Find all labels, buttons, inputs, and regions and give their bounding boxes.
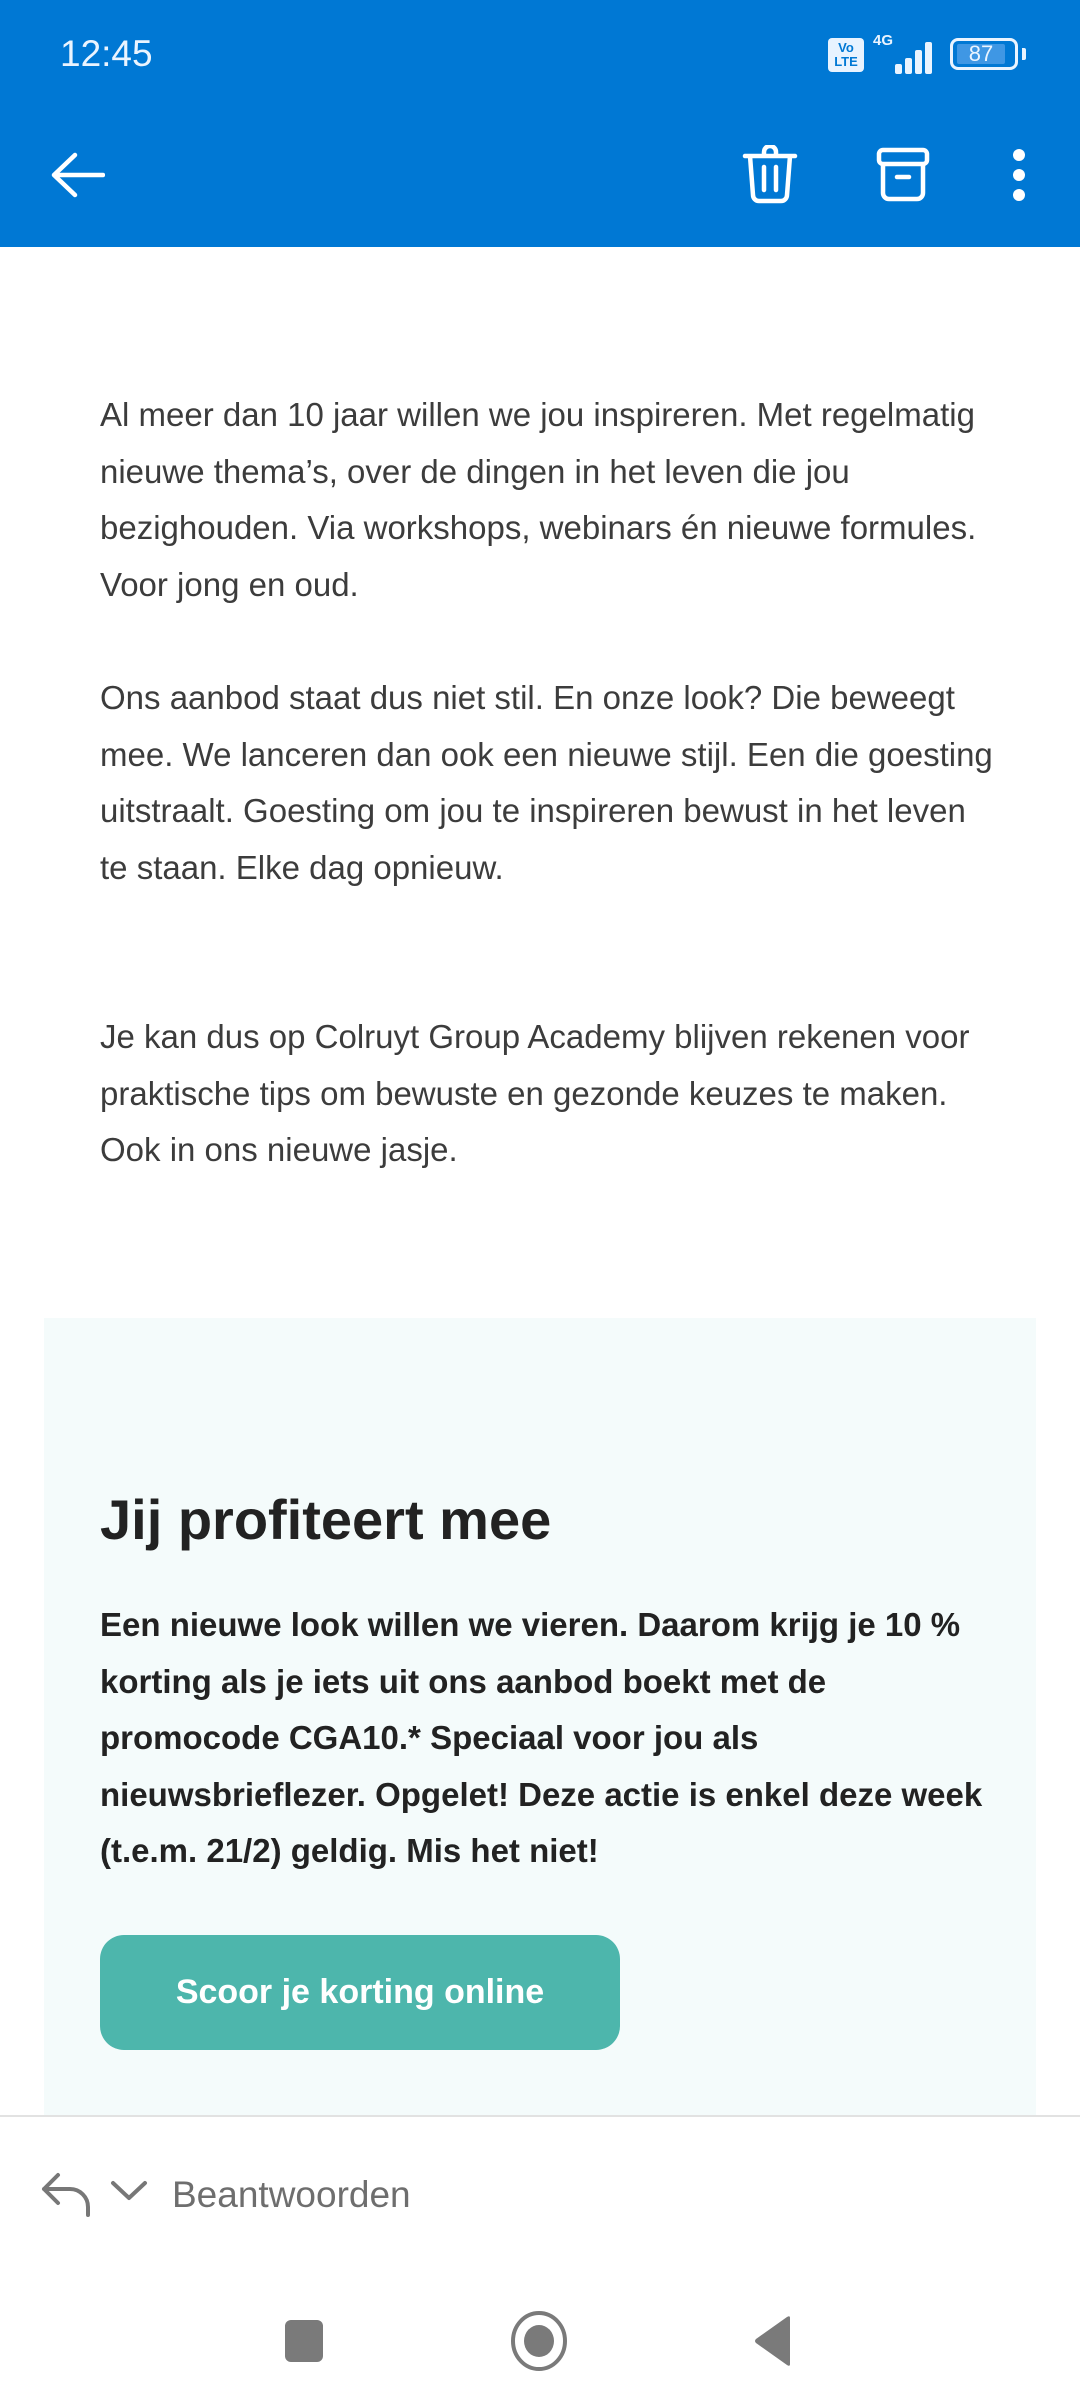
back-button[interactable] bbox=[42, 140, 112, 210]
circle-home-icon bbox=[510, 2311, 568, 2371]
home-button[interactable] bbox=[504, 2311, 574, 2371]
arrow-left-icon bbox=[49, 152, 105, 198]
delete-button[interactable] bbox=[735, 140, 805, 210]
reply-button[interactable] bbox=[40, 2171, 94, 2222]
status-time: 12:45 bbox=[60, 33, 153, 74]
triangle-back-icon bbox=[753, 2315, 793, 2367]
status-bar bbox=[0, 0, 1080, 100]
square-icon bbox=[284, 2319, 324, 2363]
email-paragraph-1: Al meer dan 10 jaar willen we jou inspireren. Met regelmatig nieuwe thema’s, over de dingen in het leven die jou bezighouden. Via workshops, webinars én nieuwe formules. Voor jong en oud. bbox=[100, 396, 977, 603]
trash-icon bbox=[742, 145, 798, 205]
email-toolbar bbox=[0, 100, 1080, 247]
reply-icon bbox=[40, 2171, 94, 2217]
claim-discount-button[interactable] bbox=[100, 1935, 620, 2050]
system-nav-bar bbox=[0, 2277, 1080, 2400]
promo-title: Jij profiteert mee bbox=[100, 1488, 552, 1551]
battery-tip bbox=[1022, 48, 1026, 60]
back-nav-button[interactable] bbox=[738, 2311, 808, 2371]
email-paragraph-2: Ons aanbod staat dus niet stil. En onze look? Die beweegt mee. We lanceren dan ook een nieuwe stijl. Een die goesting uitstraalt. Goesting om jou te inspireren bewust in het leven te staan. Elke dag opnieuw. bbox=[100, 679, 993, 886]
reply-options-button[interactable] bbox=[110, 2179, 148, 2208]
promo-text: Een nieuwe look willen we vieren. Daarom krijg je 10 % korting als je iets uit ons aanbod boekt met de promocode CGA10.* Speciaal voor jou als nieuwsbrieflezer. Opgelet! Deze actie is enkel deze week (t.e.m. 21/2) geldig. Mis het niet! bbox=[100, 1606, 983, 1869]
claim-discount-label: Scoor je korting online bbox=[175, 1973, 545, 2011]
email-paragraph-3: Je kan dus op Colruyt Group Academy blijven rekenen voor praktische tips om bewuste en gezonde keuzes te maken. Ook in ons nieuwe jasje. bbox=[100, 1018, 970, 1168]
promo-box bbox=[44, 1318, 1036, 2115]
battery-percent: 87 bbox=[968, 41, 994, 66]
network-type-label: 4G bbox=[873, 32, 894, 49]
reply-bar bbox=[0, 2117, 1080, 2277]
recents-button[interactable] bbox=[269, 2311, 339, 2371]
more-options-button[interactable] bbox=[984, 140, 1054, 210]
archive-button[interactable] bbox=[868, 140, 938, 210]
volte-icon: Vo LTE bbox=[828, 38, 864, 72]
archive-box-icon bbox=[875, 147, 931, 203]
more-vertical-icon bbox=[1009, 147, 1029, 203]
reply-input[interactable]: Beantwoorden bbox=[172, 2174, 411, 2215]
signal-strength-icon bbox=[873, 40, 937, 74]
battery-icon bbox=[950, 38, 1018, 70]
chevron-down-icon bbox=[110, 2179, 148, 2203]
email-body[interactable] bbox=[0, 247, 1080, 2115]
